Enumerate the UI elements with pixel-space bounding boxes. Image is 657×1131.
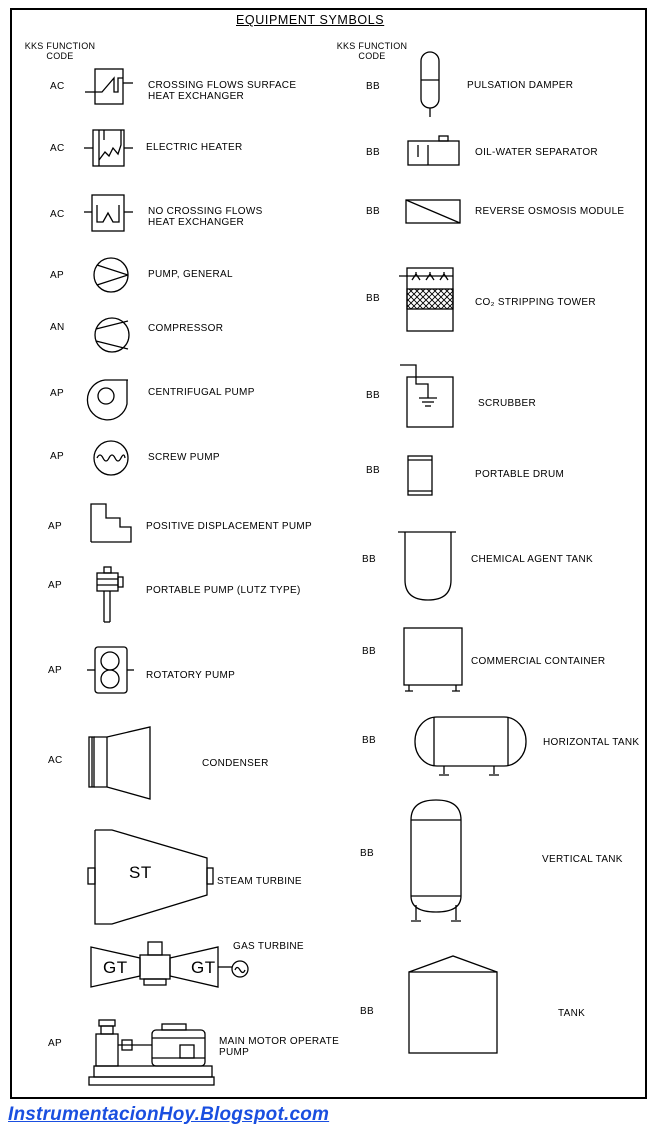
label-line: CROSSING FLOWS SURFACE [148, 80, 297, 91]
vertical-tank-icon [411, 800, 461, 921]
centrifugal-pump-icon [87, 380, 128, 420]
portable-pump-icon [97, 567, 123, 622]
kks-code: BB [366, 206, 380, 217]
kks-code: BB [366, 147, 380, 158]
oil-water-separator-icon [408, 136, 459, 165]
steam-turbine-icon [88, 830, 213, 924]
kks-code: AP [48, 665, 62, 676]
portable-drum-icon [408, 456, 432, 495]
symbol-label: COMPRESSOR [148, 323, 224, 334]
watermark-link[interactable]: InstrumentacionHoy.Blogspot.com [8, 1104, 330, 1125]
kks-code: AP [48, 1038, 62, 1049]
kks-code: BB [366, 293, 380, 304]
kks-code: AC [50, 143, 65, 154]
crossing-flows-heat-exchanger-icon [85, 69, 133, 104]
symbol-label: CO₂ STRIPPING TOWER [475, 297, 596, 308]
kks-code: AC [50, 209, 65, 220]
scrubber-icon [400, 365, 453, 427]
label-line: MAIN MOTOR OPERATE [219, 1036, 340, 1047]
electric-heater-icon [84, 130, 133, 166]
positive-displacement-pump-icon [91, 504, 131, 542]
kks-code: BB [362, 646, 376, 657]
reverse-osmosis-module-icon [406, 200, 460, 223]
symbol-label: PUMP, GENERAL [148, 269, 233, 280]
gas-turbine-icon [91, 942, 248, 987]
symbol-label: GAS TURBINE [233, 941, 304, 952]
kks-code: BB [360, 848, 374, 859]
page-title: EQUIPMENT SYMBOLS [236, 13, 385, 27]
symbol-label: SCREW PUMP [148, 452, 220, 463]
kks-code: AP [50, 270, 64, 281]
gas-turbine-mark-right: GT [191, 958, 216, 977]
screw-pump-icon [94, 441, 128, 475]
label-line: PUMP [219, 1047, 250, 1058]
steam-turbine-mark: ST [129, 863, 152, 882]
symbol-label: POSITIVE DISPLACEMENT PUMP [146, 521, 312, 532]
co2-stripping-tower-icon [399, 268, 453, 331]
main-motor-operated-pump-icon [89, 1020, 214, 1085]
header-line-1: KKS FUNCTION [336, 41, 408, 51]
kks-code: AP [50, 388, 64, 399]
header-line-2: CODE [46, 51, 74, 61]
kks-code: AP [50, 451, 64, 462]
label-line: HEAT EXCHANGER [148, 217, 245, 228]
rotatory-pump-icon [87, 647, 134, 693]
commercial-container-icon [404, 628, 462, 691]
symbol-label: ELECTRIC HEATER [146, 142, 243, 153]
symbol-label: PORTABLE PUMP (LUTZ TYPE) [146, 585, 301, 596]
symbol-label: HORIZONTAL TANK [543, 737, 640, 748]
symbol-label: CHEMICAL AGENT TANK [471, 554, 594, 565]
symbol-label: PULSATION DAMPER [467, 80, 574, 91]
chemical-agent-tank-icon [398, 532, 456, 600]
kks-code: AP [48, 580, 62, 591]
kks-code: BB [366, 390, 380, 401]
kks-code: BB [362, 554, 376, 565]
symbol-label: SCRUBBER [478, 398, 536, 409]
no-crossing-flows-heat-exchanger-icon [84, 195, 133, 231]
symbol-label: TANK [558, 1008, 586, 1019]
symbol-label: PORTABLE DRUM [475, 469, 565, 480]
gas-turbine-mark-left: GT [103, 958, 128, 977]
label-line: NO CROSSING FLOWS [148, 206, 263, 217]
label-line: HEAT EXCHANGER [148, 91, 245, 102]
symbol-label: ROTATORY PUMP [146, 670, 236, 681]
symbol-label: REVERSE OSMOSIS MODULE [475, 206, 625, 217]
symbol-label: CENTRIFUGAL PUMP [148, 387, 255, 398]
header-line-1: KKS FUNCTION [24, 41, 96, 51]
symbol-label: COMMERCIAL CONTAINER [471, 656, 606, 667]
tank-icon [409, 956, 497, 1053]
symbol-label: CONDENSER [202, 758, 269, 769]
horizontal-tank-icon [415, 717, 526, 775]
pulsation-damper-icon [421, 52, 439, 117]
kks-code: AN [50, 322, 65, 333]
header-line-2: CODE [358, 51, 386, 61]
symbol-label: STEAM TURBINE [217, 876, 302, 887]
kks-code: BB [366, 81, 380, 92]
pump-general-icon [94, 258, 128, 292]
kks-code: AP [48, 521, 62, 532]
kks-code: AC [50, 81, 65, 92]
symbol-label: OIL-WATER SEPARATOR [475, 147, 598, 158]
kks-code: BB [366, 465, 380, 476]
condenser-icon [89, 727, 150, 799]
compressor-icon [95, 318, 129, 352]
kks-code: AC [48, 755, 63, 766]
kks-code: BB [360, 1006, 374, 1017]
kks-code: BB [362, 735, 376, 746]
symbol-label: VERTICAL TANK [542, 854, 623, 865]
